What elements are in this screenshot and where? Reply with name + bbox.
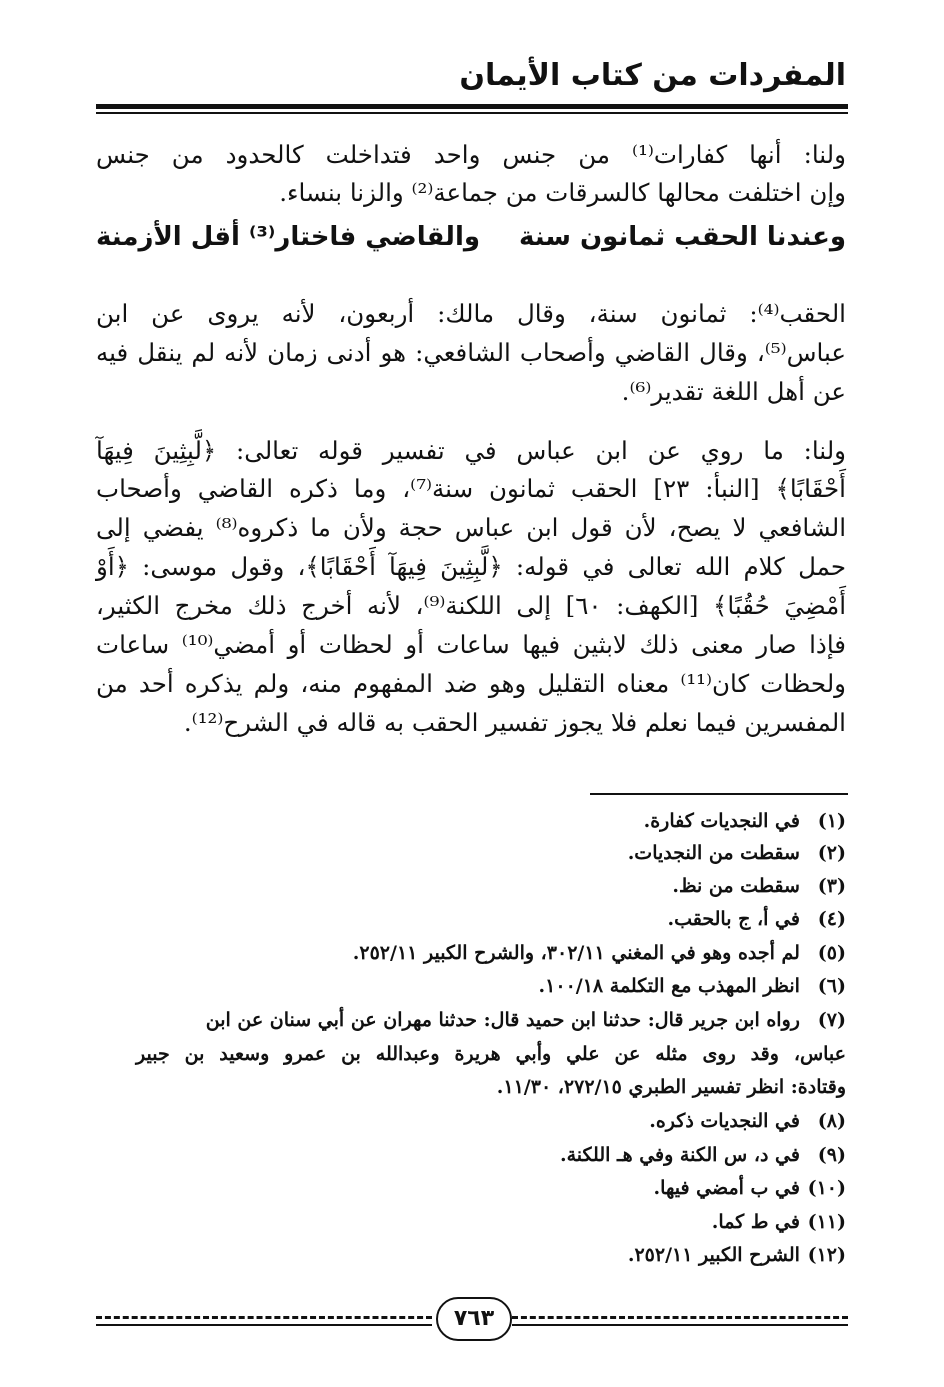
body-line: ولنا: ما روي عن ابن عباس في تفسير قوله تعالى: ﴿لَّبِثِينَ فِيهَآ (96, 436, 846, 465)
footnote-number: (٢) (817, 842, 846, 864)
header-rule-thick (96, 104, 848, 109)
footnote (96, 838, 846, 868)
body-line: وإن اختلفت محالها كالسرقات من جماعة⁽²⁾ والزنا بنساء. (279, 178, 846, 207)
footnote (96, 1240, 846, 1270)
footer-solid-rule-right (512, 1324, 848, 1326)
body-line: الشافعي لا يصح، لأن قول ابن عباس حجة ولأن ما ذكروه⁽⁸⁾ يفضي إلى (96, 513, 847, 542)
footnote-text: في ط كما. (711, 1211, 800, 1233)
footnote-number: (١١) (807, 1211, 846, 1233)
footnote-number: (٣) (817, 875, 846, 897)
footnote-number: (٤) (817, 908, 846, 930)
footnote-text: في ب أمضي فيها. (653, 1177, 800, 1199)
footnote-number: (١٢) (807, 1244, 846, 1266)
footnote-number: (١٠) (807, 1177, 846, 1199)
section-heading-left: والقاضي فاختار⁽³⁾ أقل الأزمنة (96, 222, 481, 252)
footnote (96, 1173, 846, 1203)
footnote-number: (١) (817, 810, 846, 832)
running-title: المفردات من كتاب الأيمان (459, 58, 846, 93)
section-heading (96, 222, 846, 262)
footnote-text: في النجديات ذكره. (649, 1110, 800, 1132)
footnote-text: سقطت من النجديات. (627, 842, 800, 864)
body-line: حمل كلام الله تعالى في قوله: ﴿لَّبِثِينَ فِيهَآ أَحْقَابًا﴾، وقول موسى: ﴿أَوْ (96, 552, 846, 581)
footnote (96, 871, 846, 901)
footnote-continuation: وقتادة: انظر تفسير الطبري ٢٧٢/١٥، ١١/٣٠. (496, 1076, 846, 1098)
page-number: ٧٦٣ (436, 1297, 512, 1341)
footnote-number: (٧) (817, 1009, 846, 1031)
footnote-text: في النجديات كفارة. (643, 810, 800, 832)
footnote (96, 1005, 846, 1035)
footnote-number: (٥) (817, 942, 846, 964)
body-line: عباس⁽⁵⁾، وقال القاضي وأصحاب الشافعي: هو أدنى زمان لأنه لم ينقل فيه (96, 338, 846, 367)
footnote (96, 971, 846, 1001)
footnote (96, 938, 846, 968)
footnote (96, 1106, 846, 1136)
footnote (96, 1207, 846, 1237)
footer-dashed-rule-right (512, 1316, 848, 1319)
footnote-text: انظر المهذب مع التكلمة ١٠٠/١٨. (538, 975, 800, 997)
body-line: فإذا صار معنى ذلك لابثين فيها ساعات أو لحظات أو أمضي⁽¹⁰⁾ ساعات (96, 630, 846, 659)
footnote-text: سقطت من نظ. (672, 875, 800, 897)
body-line: المفسرين فيما نعلم فلا يجوز تفسير الحقب به قاله في الشرح⁽¹²⁾. (183, 708, 846, 737)
footnote-number: (٦) (817, 975, 846, 997)
footnote-text: في د، س الكنة وفي هـ اللكنة. (560, 1144, 800, 1166)
footnote-continuation: عباس، وقد روى مثله عن علي وأبي هريرة وعبدالله بن عمرو وسعيد بن جبير (136, 1043, 846, 1065)
footer-solid-rule-left (96, 1324, 432, 1326)
section-heading-right: وعندنا الحقب ثمانون سنة (518, 222, 846, 252)
footer-dashed-rule-left (96, 1316, 432, 1319)
footnote-number: (٨) (817, 1110, 846, 1132)
footnote-text: في أ، ج بالحقب. (667, 908, 800, 930)
body-line: ولحظات كان⁽¹¹⁾ معناه التقليل وهو ضد المفهوم منه، ولم يذكره أحد من (96, 669, 846, 698)
footnote-number: (٩) (817, 1144, 846, 1166)
body-line: عن أهل اللغة تقدير⁽⁶⁾. (621, 377, 846, 406)
body-line: ولنا: أنها كفارات⁽¹⁾ من جنس واحد فتداخلت كالحدود من جنس (96, 140, 846, 169)
footnote (96, 1140, 846, 1170)
footnote-separator (590, 793, 848, 795)
body-line: أَمْضِيَ حُقُبًا﴾ [الكهف: ٦٠] إلى اللكنة⁽⁹⁾، لأنه أخرج ذلك مخرج الكثير، (96, 591, 846, 620)
body-line: أَحْقَابًا﴾ [النبأ: ٢٣] الحقب ثمانون سنة⁽⁷⁾، وما ذكره القاضي وأصحاب (96, 474, 846, 503)
footnote-text: رواه ابن جرير قال: حدثنا ابن حميد قال: حدثنا مهران عن أبي سنان عن ابن (205, 1009, 800, 1031)
footnote (96, 806, 846, 836)
header-rule-thin (96, 112, 848, 114)
footnote (96, 904, 846, 934)
footnote-text: لم أجده وهو في المغني ٣٠٢/١١، والشرح الكبير ٢٥٢/١١. (352, 942, 800, 964)
footnote-text: الشرح الكبير ٢٥٢/١١. (627, 1244, 800, 1266)
body-line: الحقب⁽⁴⁾: ثمانون سنة، وقال مالك: أربعون، لأنه يروى عن ابن (96, 299, 846, 328)
